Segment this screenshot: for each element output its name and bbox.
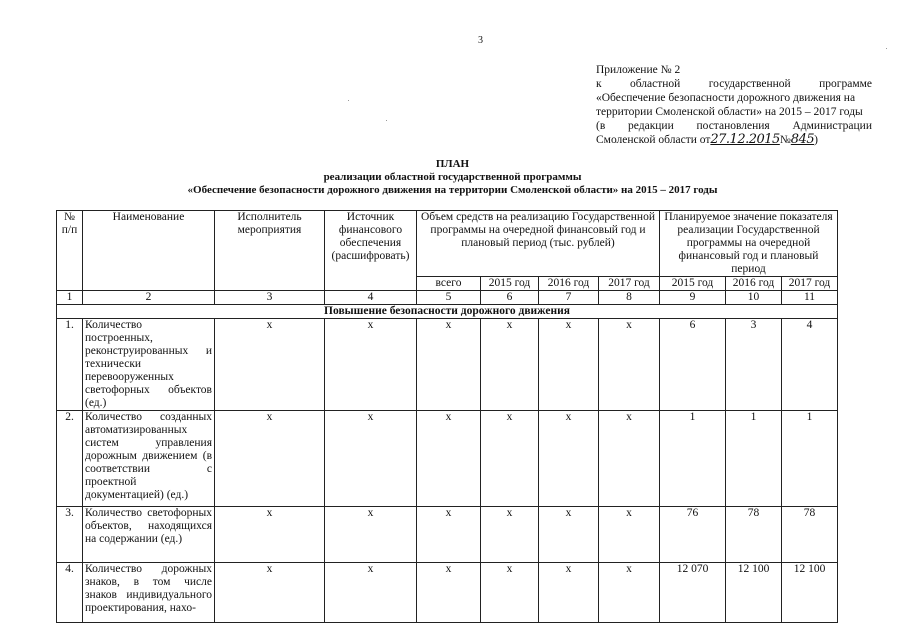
row-fund-2015: х xyxy=(481,507,539,563)
annex-line-5 xyxy=(596,119,872,133)
column-number: 6 xyxy=(481,291,539,305)
row-executor: х xyxy=(215,507,325,563)
annex-line-4: территории Смоленской области» на 2015 – 2017 годы xyxy=(596,106,863,118)
row-fund-2016: х xyxy=(539,319,599,411)
table-row xyxy=(57,411,838,507)
column-numbers-row xyxy=(57,291,838,305)
row-num: 3. xyxy=(57,507,83,563)
header-row xyxy=(57,211,838,277)
row-ind-2017: 78 xyxy=(782,507,838,563)
row-source: х xyxy=(325,319,417,411)
row-fund-2016: х xyxy=(539,507,599,563)
annex-word: постановления xyxy=(696,120,770,132)
row-ind-2016: 1 xyxy=(726,411,782,507)
table-row xyxy=(57,319,838,411)
row-fund-2017: х xyxy=(599,319,660,411)
row-total: х xyxy=(417,411,481,507)
header-executor: Исполнитель мероприятия xyxy=(215,211,325,291)
row-num: 2. xyxy=(57,411,83,507)
column-number: 5 xyxy=(417,291,481,305)
annex-word: (в xyxy=(596,120,606,132)
header-name: Наименование xyxy=(83,211,215,291)
column-number: 3 xyxy=(215,291,325,305)
row-ind-2017: 12 100 xyxy=(782,563,838,623)
column-number: 7 xyxy=(539,291,599,305)
header-funds: Объем средств на реализацию Государственной программы на очередной финансовый год и плановый период (тыс. рублей) xyxy=(417,211,660,277)
row-fund-2017: х xyxy=(599,411,660,507)
scan-speck xyxy=(348,100,349,101)
header-source: Источник финансового обеспечения (расшифровать) xyxy=(325,211,417,291)
row-source: х xyxy=(325,411,417,507)
annex-word: редакции xyxy=(628,120,674,132)
annex-line-3: «Обеспечение безопасности дорожного движения на xyxy=(596,92,856,104)
column-number: 4 xyxy=(325,291,417,305)
row-fund-2017: х xyxy=(599,507,660,563)
row-total: х xyxy=(417,563,481,623)
header-indicator: Планируемое значение показателя реализации Государственной программы на очередной финансовый год и плановый период xyxy=(660,211,838,277)
row-fund-2015: х xyxy=(481,563,539,623)
title-line-3: «Обеспечение безопасности дорожного движения на территории Смоленской области» на 2015 – 2017 годы xyxy=(187,184,718,196)
row-executor: х xyxy=(215,563,325,623)
column-number: 1 xyxy=(57,291,83,305)
row-fund-2015: х xyxy=(481,411,539,507)
annex-word: программе xyxy=(819,78,872,90)
header-2016: 2016 год xyxy=(539,277,599,291)
row-executor: х xyxy=(215,411,325,507)
annex-line-6-suffix: ) xyxy=(814,134,818,146)
row-total: х xyxy=(417,507,481,563)
row-ind-2015: 12 070 xyxy=(660,563,726,623)
annex-line-1: Приложение № 2 xyxy=(596,64,681,76)
row-source: х xyxy=(325,507,417,563)
row-ind-2016: 78 xyxy=(726,507,782,563)
scan-speck xyxy=(386,120,387,121)
row-fund-2016: х xyxy=(539,563,599,623)
row-total: х xyxy=(417,319,481,411)
row-ind-2017: 1 xyxy=(782,411,838,507)
row-source: х xyxy=(325,563,417,623)
title-line-1: ПЛАН xyxy=(435,158,470,170)
plan-table xyxy=(56,210,838,623)
row-fund-2017: х xyxy=(599,563,660,623)
header-ind-2016: 2016 год xyxy=(726,277,782,291)
section-row xyxy=(57,305,838,319)
row-ind-2015: 1 xyxy=(660,411,726,507)
document-title xyxy=(0,158,905,197)
row-ind-2016: 12 100 xyxy=(726,563,782,623)
annex-line-6 xyxy=(596,133,872,147)
row-num: 1. xyxy=(57,319,83,411)
column-number: 8 xyxy=(599,291,660,305)
column-number: 9 xyxy=(660,291,726,305)
row-ind-2016: 3 xyxy=(726,319,782,411)
row-name: Количество построенных, реконструированных и технически перевооруженных светофорных объектов (ед.) xyxy=(83,319,215,411)
column-number: 11 xyxy=(782,291,838,305)
row-ind-2017: 4 xyxy=(782,319,838,411)
row-name: Количество созданных автоматизированных систем управления дорожным движением (в соответствии с проектной документацией) (ед.) xyxy=(83,411,215,507)
header-ind-2017: 2017 год xyxy=(782,277,838,291)
number-sign: № xyxy=(779,134,791,146)
annex-word: Администрации xyxy=(792,120,872,132)
handwritten-date: 27.12.2015 xyxy=(710,132,780,147)
table-row xyxy=(57,563,838,623)
header-2015: 2015 год xyxy=(481,277,539,291)
annex-word: государственной xyxy=(708,78,791,90)
row-fund-2015: х xyxy=(481,319,539,411)
annex-block xyxy=(596,63,872,147)
page-number: 3 xyxy=(478,35,483,46)
column-number: 10 xyxy=(726,291,782,305)
row-ind-2015: 76 xyxy=(660,507,726,563)
annex-word: к xyxy=(596,78,602,90)
handwritten-number: 845 xyxy=(790,132,815,147)
annex-word: областной xyxy=(629,78,681,90)
row-ind-2015: 6 xyxy=(660,319,726,411)
row-name: Количество дорожных знаков, в том числе знаков индивидуального проектирования, нахо- xyxy=(83,563,215,623)
header-ind-2015: 2015 год xyxy=(660,277,726,291)
annex-line-2 xyxy=(596,77,872,91)
table-row xyxy=(57,507,838,563)
header-2017: 2017 год xyxy=(599,277,660,291)
annex-line-6-prefix: Смоленской области от xyxy=(596,134,711,146)
header-total: всего xyxy=(417,277,481,291)
row-name: Количество светофорных объектов, находящихся на содержании (ед.) xyxy=(83,507,215,563)
section-title: Повышение безопасности дорожного движения xyxy=(57,305,838,319)
header-num: № п/п xyxy=(57,211,83,291)
row-executor: х xyxy=(215,319,325,411)
scan-speck xyxy=(886,48,887,49)
title-line-2: реализации областной государственной программы xyxy=(323,171,582,183)
row-fund-2016: х xyxy=(539,411,599,507)
column-number: 2 xyxy=(83,291,215,305)
row-num: 4. xyxy=(57,563,83,623)
